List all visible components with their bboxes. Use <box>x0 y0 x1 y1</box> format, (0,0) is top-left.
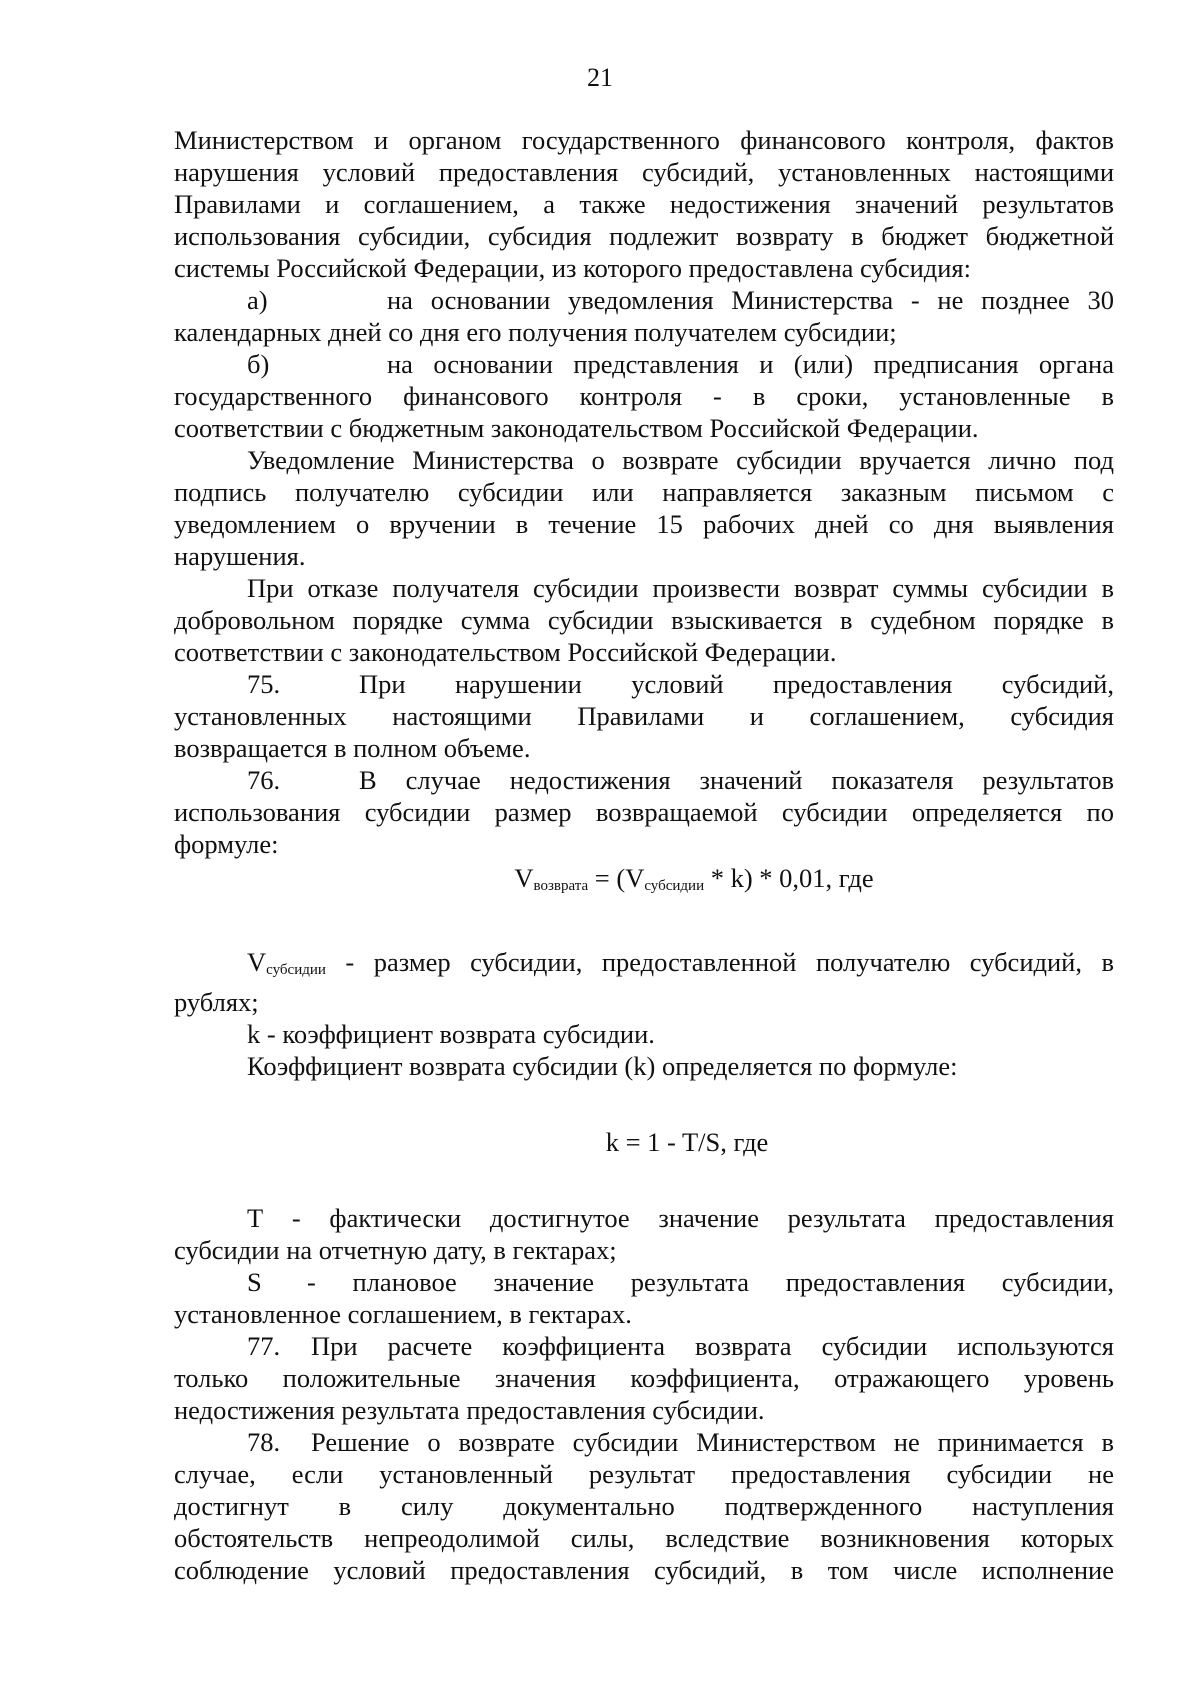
text-line: рублях; <box>174 987 259 1017</box>
text-line: уведомлением о вручении в течение 15 рабочих дней со дня выявления <box>174 509 1114 539</box>
text-line: б) на основании представления и (или) предписания органа <box>247 349 1114 379</box>
text-line: государственного финансового контроля - в сроки, установленные в <box>174 381 1114 411</box>
item-label: а) <box>247 285 268 315</box>
clause-number: 77. <box>247 1331 281 1361</box>
definition-t <box>174 1202 1114 1266</box>
text-line: формуле: <box>174 829 279 859</box>
formula-subscript: возврата <box>533 878 589 894</box>
text-line: S - плановое значение результата предоставления субсидии, <box>247 1267 1114 1297</box>
text-line: Правилами и соглашением, а также недостижения значений результатов <box>174 189 1114 219</box>
text-line: подпись получателю субсидии или направляется заказным письмом с <box>174 477 1114 507</box>
text-line: При отказе получателя субсидии произвести возврат суммы субсидии в <box>247 573 1114 603</box>
clause-76 <box>174 764 1114 860</box>
text-line: установленное соглашением, в гектарах. <box>174 1299 632 1329</box>
text-line: достигнут в силу документально подтвержденного наступления <box>174 1491 1114 1521</box>
list-item-a <box>174 284 1114 348</box>
text-line: добровольном порядке сумма субсидии взыскивается в судебном порядке в <box>174 605 1114 635</box>
text-line: только положительные значения коэффициента, отражающего уровень <box>174 1363 1114 1393</box>
text-line: Министерством и органом государственного финансового контроля, фактов <box>174 125 1114 155</box>
text-line: $V_{субсидии}$ - размер субсидии, предоставленной получателю субсидий, в <box>247 947 1114 978</box>
text-line: соответствии с законодательством Российской Федерации. <box>174 637 837 667</box>
definition-v-subsidy <box>174 946 1114 1018</box>
text-line: соблюдение условий предоставления субсидий, в том числе исполнение <box>174 1555 1114 1585</box>
text-line: 77. При расчете коэффициента возврата субсидии используются <box>247 1331 1114 1361</box>
clause-number: 76. <box>247 765 281 795</box>
formula-subscript: субсидии <box>644 878 705 894</box>
text-line: Уведомление Министерства о возврате субсидии вручается лично под <box>247 445 1114 475</box>
paragraph-notice <box>174 444 1114 572</box>
text-line: 75. При нарушении условий предоставления субсидий, <box>247 669 1114 699</box>
document-body <box>174 124 1114 1586</box>
text-line: нарушения условий предоставления субсидий, установленных настоящими <box>174 157 1114 187</box>
text-line: использования субсидии размер возвращаемой субсидии определяется по <box>174 797 1114 827</box>
text-line: случае, если установленный результат предоставления субсидии не <box>174 1459 1114 1489</box>
definition-label: S <box>247 1267 262 1297</box>
text-line: субсидии на отчетную дату, в гектарах; <box>174 1235 617 1265</box>
text-line: соответствии с бюджетным законодательством Российской Федерации. <box>174 413 979 443</box>
clause-78 <box>174 1426 1114 1586</box>
text-line: 78. Решение о возврате субсидии Министерством не принимается в <box>247 1427 1114 1457</box>
item-label: б) <box>247 349 270 379</box>
formula-coefficient: k = 1 - T/S, где <box>605 1127 769 1157</box>
clause-number: 75. <box>247 669 281 699</box>
text-line: обстоятельств непреодолимой силы, вследствие возникновения которых <box>174 1523 1114 1553</box>
paragraph-continuation <box>174 124 1114 284</box>
paragraph-refusal <box>174 572 1114 668</box>
formula-subscript: субсидии <box>266 962 326 978</box>
definition-s <box>174 1266 1114 1330</box>
text-line: установленных настоящими Правилами и соглашением, субсидия <box>174 701 1114 731</box>
clause-number: 78. <box>247 1427 281 1457</box>
text-line: 76. В случае недостижения значений показателя результатов <box>247 765 1114 795</box>
formula-return-amount: $V_{возврата} = (V_{субсидии} * k) * 0,01$, где <box>514 863 874 894</box>
text-line: Т - фактически достигнутое значение результата предоставления <box>247 1203 1114 1233</box>
text-line: недостижения результата предоставления субсидии. <box>174 1395 765 1425</box>
clause-75 <box>174 668 1114 764</box>
text-line: использования субсидии, субсидия подлежит возврату в бюджет бюджетной <box>174 221 1114 251</box>
definition-k: k - коэффициент возврата субсидии. <box>247 1019 655 1049</box>
text-line: системы Российской Федерации, из которого предоставлена субсидия: <box>174 253 971 283</box>
text-line: а) на основании уведомления Министерства - не позднее 30 <box>247 285 1114 315</box>
page-number: 21 <box>587 63 613 92</box>
text-line: календарных дней со дня его получения получателем субсидии; <box>174 317 897 347</box>
list-item-b <box>174 348 1114 444</box>
coefficient-intro: Коэффициент возврата субсидии (k) определяется по формуле: <box>247 1051 958 1081</box>
text-line: возвращается в полном объеме. <box>174 733 531 763</box>
text-line: нарушения. <box>174 541 306 571</box>
clause-77 <box>174 1330 1114 1426</box>
